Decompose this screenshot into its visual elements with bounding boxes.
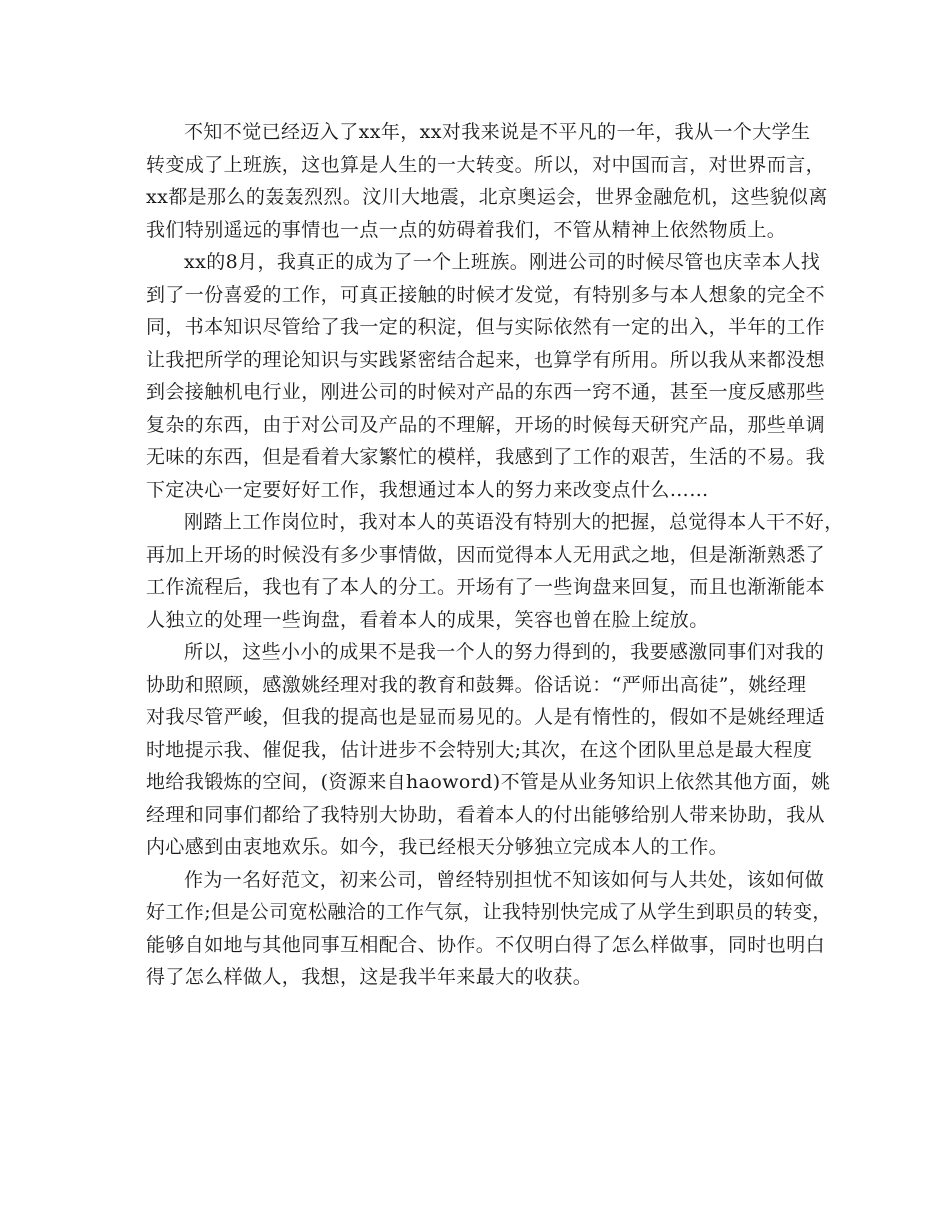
paragraph-line: 作为一名好范文，初来公司，曾经特别担忧不知该如何与人共处，该如何做 bbox=[184, 868, 825, 891]
document-body bbox=[146, 116, 844, 994]
paragraph-line: 转变成了上班族，这也算是人生的一大转变。所以，对中国而言，对世界而言， bbox=[146, 153, 826, 176]
paragraph-line: xx的8月，我真正的成为了一个上班族。刚进公司的时候尽管也庆幸本人找 bbox=[184, 251, 821, 273]
paragraph-line: 工作流程后，我也有了本人的分工。开场有了一些询盘来回复，而且也渐渐能本 bbox=[146, 576, 826, 598]
paragraph-2 bbox=[146, 246, 826, 506]
paragraph-line: 让我把所学的理论知识与实践紧密结合起来，也算学有所用。所以我从来都没想 bbox=[146, 348, 826, 371]
paragraph-line: 所以，这些小小的成果不是我一个人的努力得到的，我要感激同事们对我的 bbox=[184, 641, 825, 663]
paragraph-line: 下定决心一定要好好工作，我想通过本人的努力来改变点什么…… bbox=[146, 478, 709, 501]
paragraph-line: xx都是那么的轰轰烈烈。汶川大地震，北京奥运会，世界金融危机，这些貌似离 bbox=[146, 186, 828, 208]
paragraph-line: 得了怎么样做人，我想，这是我半年来最大的收获。 bbox=[146, 966, 593, 988]
paragraph-3 bbox=[146, 506, 844, 636]
paragraph-line: 到了一份喜爱的工作，可真正接触的时候才发觉，有特别多与本人想象的完全不 bbox=[146, 283, 826, 306]
paragraph-line: 再加上开场的时候没有多少事情做，因而觉得本人无用武之地，但是渐渐熟悉了 bbox=[146, 543, 826, 566]
paragraph-line: 地给我锻炼的空间，(资源来自haoword)不管是从业务知识上依然其他方面，姚 bbox=[146, 771, 831, 793]
paragraph-line: 到会接触机电行业，刚进公司的时候对产品的东西一窍不通，甚至一度反感那些 bbox=[146, 381, 826, 403]
paragraph-line: 人独立的处理一些询盘，看着本人的成果，笑容也曾在脸上绽放。 bbox=[146, 608, 709, 631]
paragraph-line: 复杂的东西，由于对公司及产品的不理解，开场的时候每天研究产品，那些单调 bbox=[146, 413, 826, 436]
paragraph-5 bbox=[146, 864, 832, 994]
paragraph-line: 协助和照顾，感激姚经理对我的教育和鼓舞。俗话说：“严师出高徒”，姚经理 bbox=[146, 673, 807, 696]
paragraph-4 bbox=[146, 636, 831, 864]
paragraph-line: 好工作;但是公司宽松融洽的工作气氛，让我特别快完成了从学生到职员的转变， bbox=[146, 901, 832, 923]
paragraph-line: 能够自如地与其他同事互相配合、协作。不仅明白得了怎么样做事，同时也明白 bbox=[146, 933, 826, 956]
paragraph-line: 经理和同事们都给了我特别大协助，看着本人的付出能够给别人带来协助，我从 bbox=[146, 803, 826, 826]
paragraph-line: 时地提示我、催促我，估计进步不会特别大;其次，在这个团队里总是最大程度 bbox=[146, 738, 813, 761]
paragraph-line: 对我尽管严峻，但我的提高也是显而易见的。人是有惰性的，假如不是姚经理适 bbox=[146, 706, 826, 728]
paragraph-line: 无味的东西，但是看着大家繁忙的模样，我感到了工作的艰苦，生活的不易。我 bbox=[146, 446, 826, 468]
paragraph-line: 刚踏上工作岗位时，我对本人的英语没有特别大的把握，总觉得本人干不好， bbox=[184, 511, 844, 533]
paragraph-1 bbox=[146, 116, 828, 246]
paragraph-line: 不知不觉已经迈入了xx年，xx对我来说是不平凡的一年，我从一个大学生 bbox=[184, 121, 811, 143]
paragraph-line: 内心感到由衷地欢乐。如今，我已经根天分够独立完成本人的工作。 bbox=[146, 836, 729, 858]
paragraph-line: 同，书本知识尽管给了我一定的积淀，但与实际依然有一定的出入，半年的工作 bbox=[146, 316, 826, 338]
paragraph-line: 我们特别遥远的事情也一点一点的妨碍着我们，不管从精神上依然物质上。 bbox=[146, 218, 787, 241]
